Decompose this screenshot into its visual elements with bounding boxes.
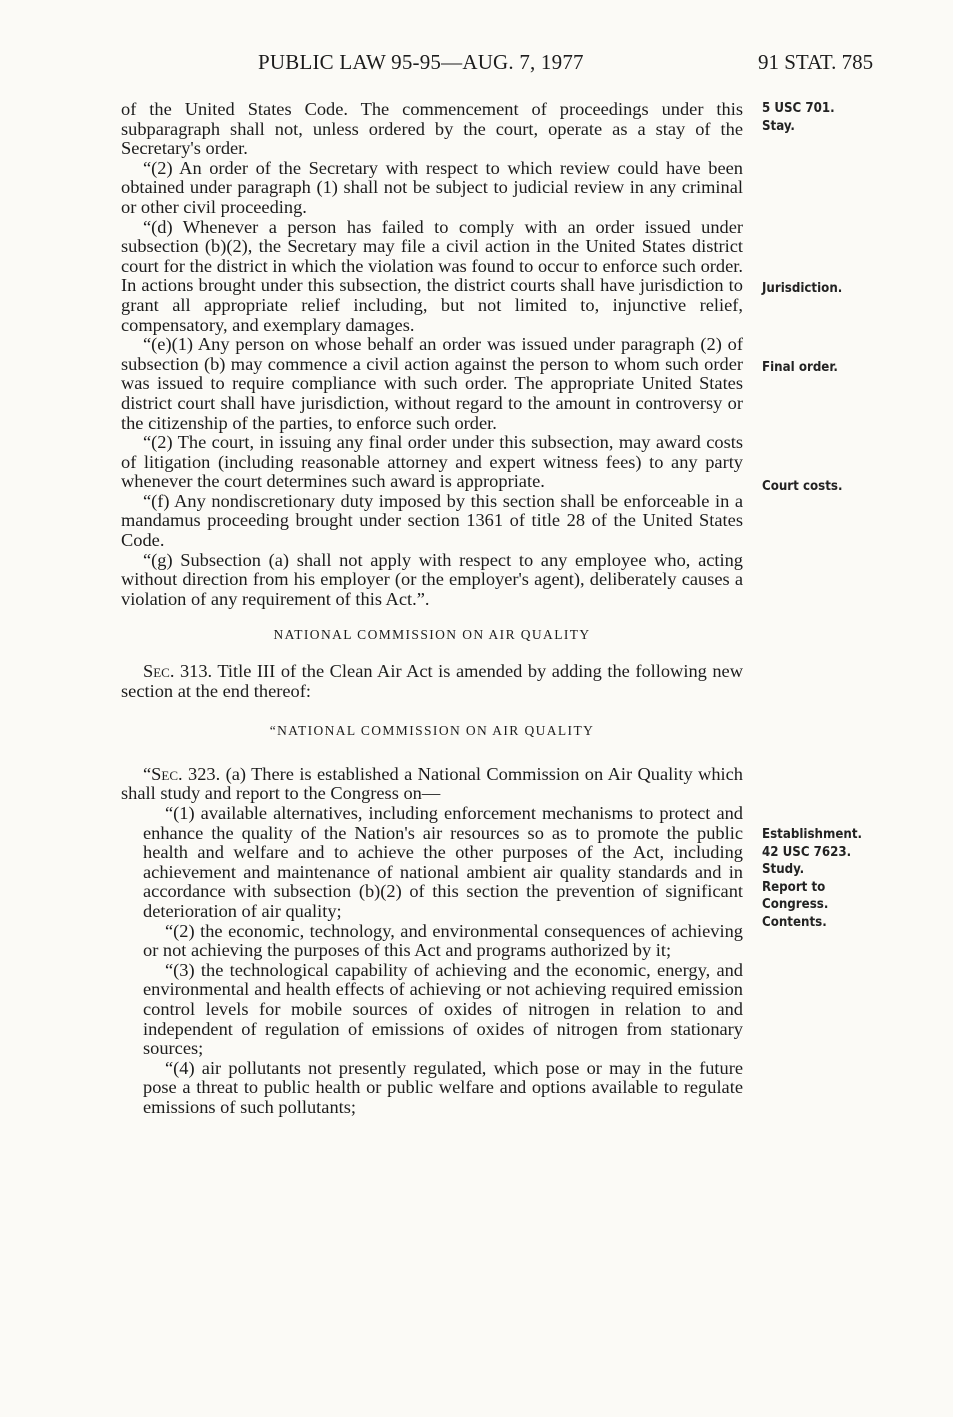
margin-note-5usc701 (762, 100, 835, 135)
section-heading-national-commission: NATIONAL COMMISSION ON AIR QUALITY (273, 627, 591, 643)
list-item-4 (121, 1059, 743, 1118)
list-item-3 (121, 961, 743, 1059)
list-item-4-text: “(4) air pollutants not presently regulated, which pose or may in the future pose a threat to public health or public welfare and options available to regulate emissions of such pollutants; (143, 1057, 743, 1117)
margin-note-study: Study. (762, 862, 805, 877)
section-323-text: 323. (a) There is established a National Commission on Air Quality which shall study and report to the Congress on— (121, 763, 743, 804)
section-313-label: Sec. (143, 661, 175, 682)
paragraph-e2: “(2) The court, in issuing any final order under this subsection, may award costs of litigation (including reasonable attorney and expert witness fees) to any party whenever the court determines such award is appropriate. (121, 432, 743, 492)
margin-note-court-costs (762, 478, 842, 496)
list-item-2-text: “(2) the economic, technology, and environmental consequences of achieving or not achieving the purposes of this Act and programs authorized by it; (143, 920, 743, 961)
margin-note-establishment (762, 826, 862, 931)
list-item-1 (121, 804, 743, 922)
body-text (121, 100, 743, 1118)
margin-note-court-costs-text: Court costs. (762, 479, 843, 494)
margin-note-report-to: Report to (762, 879, 826, 895)
margin-note-citation: 5 USC 701. (762, 101, 835, 116)
paragraph-continuation: of the United States Code. The commencement of proceedings under this subparagraph shall not, unless ordered by the court, operate as a stay of the Secretary's order. (121, 99, 743, 159)
margin-note-42usc7623: 42 USC 7623. (762, 844, 852, 860)
section-313 (121, 662, 743, 701)
margin-note-stay: Stay. (762, 118, 795, 134)
paragraph-d: “(d) Whenever a person has failed to comply with an order issued under subsection (b)(2), the Secretary may file a civil action in the United States district court for the district in which the violation was found to occur to enforce such order. In actions brought under this subsection, the district courts shall have jurisdiction to grant all appropriate relief including, but not limited to, injunctive relief, compensatory, and exemplary damages. (121, 216, 743, 335)
list-item-2 (121, 922, 743, 961)
paragraph-g: “(g) Subsection (a) shall not apply with respect to any employee who, acting without direction from his employer (or the employer's agent), deliberately causes a violation of any requirement of this Act.”. (121, 549, 743, 609)
margin-note-contents: Contents. (762, 914, 827, 930)
section-323-label: Sec. (151, 763, 183, 784)
section-323-quote: “ (143, 763, 152, 784)
paragraph-f: “(f) Any nondiscretionary duty imposed by this section shall be enforceable in a mandamus proceeding brought under section 1361 of title 28 of the United States Code. (121, 490, 743, 551)
margin-note-final-order (762, 359, 838, 377)
section-323 (121, 765, 743, 804)
new-section-heading: “NATIONAL COMMISSION ON AIR QUALITY (269, 723, 595, 739)
margin-note-jurisdiction (762, 280, 842, 298)
list-item-3-text: “(3) the technological capability of achieving and the economic, energy, and environmental and health effects of achieving or not achieving required emission control levels for mobile sources of oxides of nitrogen in relation to and independent of regulation of emissions of oxides of nitrogen from stationary sources; (143, 959, 743, 1059)
page-number: 91 STAT. 785 (758, 50, 874, 74)
margin-note-establishment-text: Establishment. (762, 827, 863, 842)
margin-note-congress: Congress. (762, 897, 829, 912)
paragraph-c2: “(2) An order of the Secretary with respect to which review could have been obtained under paragraph (1) shall not be subject to judicial review in any criminal or other civil proceeding. (121, 157, 743, 217)
section-313-text: 313. Title III of the Clean Air Act is amended by adding the following new section at the end thereof: (121, 661, 743, 701)
margin-note-final-order-text: Final order. (762, 360, 838, 375)
running-head: PUBLIC LAW 95-95—AUG. 7, 1977 (258, 50, 584, 74)
list-item-1-text: “(1) available alternatives, including enforcement mechanisms to protect and enhance the quality of the Nation's air resources so as to promote the public health and welfare and to achieve the other purposes of the Act, including achievement and maintenance of national ambient air quality standards and in accordance with subsection (b)(2) of this section the prevention of significant deterioration of air quality; (143, 803, 743, 921)
margin-note-jurisdiction-text: Jurisdiction. (762, 281, 843, 296)
paragraph-e1: “(e)(1) Any person on whose behalf an order was issued under paragraph (2) of subsection (b) may commence a civil action against the person to whom such order was issued to require compliance with such order. The appropriate United States district court shall have jurisdiction, without regard to the amount in controversy or the citizenship of the parties, to enforce such order. (121, 334, 743, 433)
